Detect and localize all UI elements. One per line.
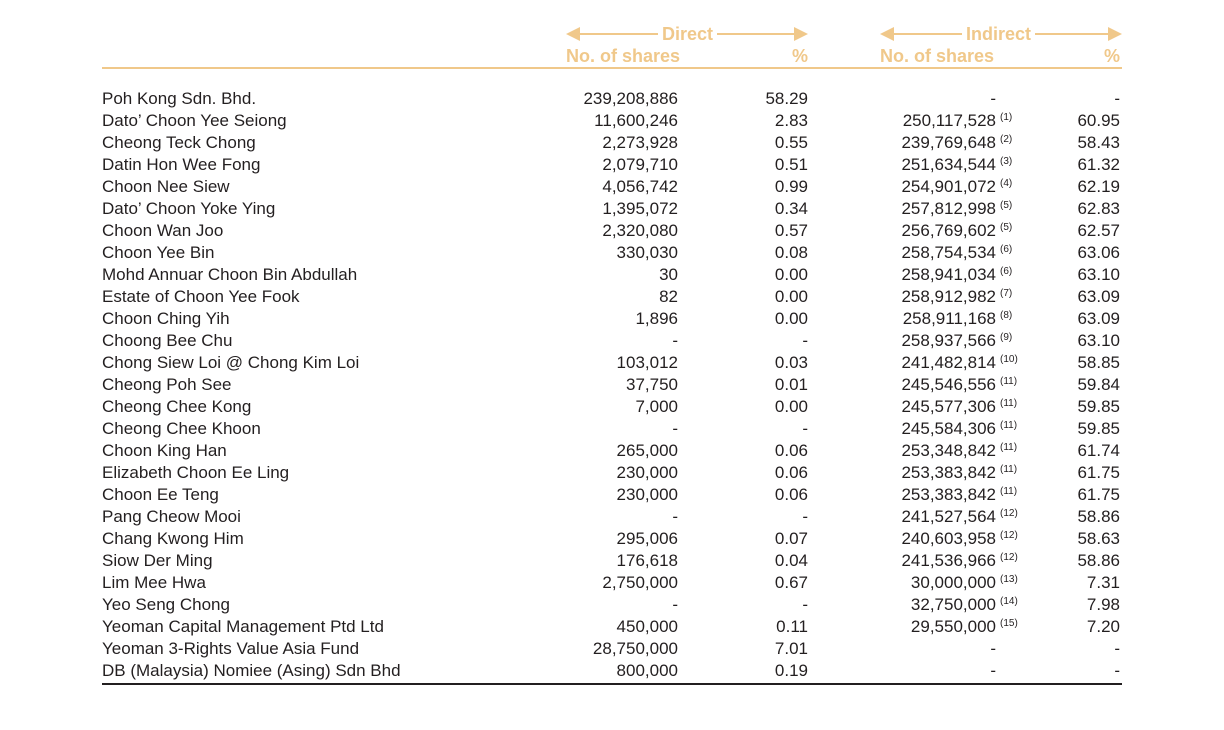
shareholder-name: DB (Malaysia) Nomiee (Asing) Sdn Bhd — [102, 661, 401, 680]
right-arrow-icon — [1108, 27, 1122, 41]
indirect-shares: 30,000,000 — [910, 573, 996, 592]
note-ref: (15) — [1000, 618, 1018, 629]
shareholder-name: Chang Kwong Him — [102, 529, 244, 548]
direct-pct: 0.34 — [774, 199, 808, 218]
shareholder-name: Cheong Teck Chong — [102, 133, 256, 152]
direct-shares: 265,000 — [616, 441, 678, 460]
indirect-pct: 60.95 — [1077, 111, 1120, 130]
indirect-pct: 58.86 — [1077, 551, 1120, 570]
direct-pct: 0.06 — [774, 463, 808, 482]
table-row — [0, 616, 1224, 638]
note-ref: (14) — [1000, 596, 1018, 607]
indirect-pct: 59.84 — [1077, 375, 1120, 394]
table-row — [0, 352, 1224, 374]
note-ref: (13) — [1000, 574, 1018, 585]
direct-shares: 295,006 — [616, 529, 678, 548]
left-arrow-icon — [566, 27, 580, 41]
indirect-group-header — [880, 23, 1122, 45]
indirect-shares: 258,754,534 — [901, 243, 996, 262]
indirect-shares: 253,348,842 — [901, 441, 996, 460]
note-ref: (11) — [1000, 420, 1018, 431]
indirect-shares: 241,482,814 — [901, 353, 996, 372]
direct-shares: 176,618 — [616, 551, 678, 570]
table-body — [0, 88, 1224, 682]
direct-pct: 0.00 — [774, 287, 808, 306]
indirect-pct: 7.31 — [1086, 573, 1120, 592]
table-row — [0, 264, 1224, 286]
table-row — [0, 176, 1224, 198]
shareholder-name: Yeoman Capital Management Ptd Ltd — [102, 617, 384, 636]
indirect-shares: - — [990, 661, 996, 680]
table-row — [0, 88, 1224, 110]
table-row — [0, 638, 1224, 660]
direct-shares: 230,000 — [616, 485, 678, 504]
shareholder-name: Cheong Poh See — [102, 375, 232, 394]
table-row — [0, 484, 1224, 506]
note-ref: (8) — [1000, 310, 1013, 321]
table-row — [0, 242, 1224, 264]
indirect-pct: 63.10 — [1077, 265, 1120, 284]
table-row — [0, 572, 1224, 594]
col-header-direct-shares: No. of shares — [566, 46, 681, 66]
direct-pct: - — [802, 419, 808, 438]
direct-shares: 2,273,928 — [602, 133, 678, 152]
direct-shares: 82 — [659, 287, 678, 306]
note-ref: (7) — [1000, 288, 1013, 299]
indirect-shares: 250,117,528 — [902, 111, 996, 130]
direct-shares: 230,000 — [616, 463, 678, 482]
indirect-pct: 7.20 — [1086, 617, 1120, 636]
col-header-indirect-pct: % — [1103, 46, 1120, 66]
indirect-pct: 59.85 — [1077, 397, 1120, 416]
shareholder-name: Choon Nee Siew — [102, 177, 230, 196]
direct-shares: - — [672, 507, 678, 526]
indirect-pct: 63.09 — [1077, 287, 1120, 306]
note-ref: (10) — [1000, 354, 1018, 365]
shareholder-name: Datin Hon Wee Fong — [102, 155, 261, 174]
direct-pct: 2.83 — [774, 111, 808, 130]
indirect-shares: 257,812,998 — [901, 199, 996, 218]
direct-pct: 0.08 — [774, 243, 808, 262]
direct-label: Direct — [658, 23, 717, 45]
direct-pct: 0.11 — [776, 617, 808, 636]
shareholder-name: Cheong Chee Kong — [102, 397, 252, 416]
direct-shares: 1,896 — [635, 309, 678, 328]
indirect-pct: 61.75 — [1077, 485, 1120, 504]
indirect-pct: - — [1114, 639, 1120, 658]
table-row — [0, 506, 1224, 528]
note-ref: (5) — [1000, 200, 1013, 211]
shareholder-name: Siow Der Ming — [102, 551, 213, 570]
note-ref: (2) — [1000, 134, 1013, 145]
indirect-shares: 241,536,966 — [901, 551, 996, 570]
indirect-pct: 61.75 — [1077, 463, 1120, 482]
indirect-pct: 58.43 — [1077, 133, 1120, 152]
indirect-shares: 240,603,958 — [901, 529, 996, 548]
shareholder-name: Cheong Chee Khoon — [102, 419, 261, 438]
note-ref: (12) — [1000, 530, 1018, 541]
table-row — [0, 418, 1224, 440]
direct-pct: 7.01 — [774, 639, 808, 658]
left-arrow-icon — [880, 27, 894, 41]
direct-pct: 0.57 — [774, 221, 808, 240]
indirect-shares: 253,383,842 — [901, 463, 996, 482]
direct-pct: 0.00 — [774, 309, 808, 328]
direct-shares: 239,208,886 — [583, 89, 678, 108]
shareholder-name: Choon Ching Yih — [102, 309, 230, 328]
direct-pct: 0.04 — [774, 551, 808, 570]
indirect-shares: 245,546,556 — [901, 375, 996, 394]
col-header-indirect-shares: No. of shares — [880, 46, 995, 66]
indirect-shares: 239,769,648 — [901, 133, 996, 152]
direct-shares: 4,056,742 — [602, 177, 678, 196]
shareholder-name: Chong Siew Loi @ Chong Kim Loi — [102, 353, 360, 372]
direct-pct: 0.00 — [774, 397, 808, 416]
direct-shares: 2,320,080 — [602, 221, 678, 240]
direct-shares: 330,030 — [616, 243, 678, 262]
indirect-pct: 58.63 — [1077, 529, 1120, 548]
note-ref: (11) — [1000, 486, 1018, 497]
direct-pct: 0.06 — [774, 485, 808, 504]
indirect-shares: 29,550,000 — [910, 617, 996, 636]
note-ref: (4) — [1000, 178, 1013, 189]
shareholder-name: Elizabeth Choon Ee Ling — [102, 463, 290, 482]
table-row — [0, 220, 1224, 242]
table-row — [0, 660, 1224, 682]
indirect-pct: - — [1114, 661, 1120, 680]
shareholder-name: Choon Yee Bin — [102, 243, 215, 262]
table-row — [0, 330, 1224, 352]
indirect-shares: 254,901,072 — [901, 177, 996, 196]
table-row — [0, 374, 1224, 396]
note-ref: (11) — [1000, 442, 1018, 453]
direct-pct: 0.55 — [774, 133, 808, 152]
direct-pct: - — [802, 507, 808, 526]
note-ref: (6) — [1000, 266, 1013, 277]
table-row — [0, 528, 1224, 550]
direct-shares: 30 — [659, 265, 678, 284]
shareholder-name: Poh Kong Sdn. Bhd. — [102, 89, 257, 108]
direct-shares: 1,395,072 — [602, 199, 678, 218]
direct-pct: 0.99 — [774, 177, 808, 196]
table-row — [0, 132, 1224, 154]
table-row — [0, 308, 1224, 330]
note-ref: (6) — [1000, 244, 1013, 255]
indirect-pct: 62.83 — [1077, 199, 1120, 218]
direct-shares: 7,000 — [635, 397, 678, 416]
header-divider — [102, 67, 1122, 69]
indirect-shares: - — [990, 89, 996, 108]
indirect-pct: 62.19 — [1077, 177, 1120, 196]
direct-shares: - — [672, 595, 678, 614]
shareholder-name: Choon King Han — [102, 441, 227, 460]
direct-pct: 0.03 — [774, 353, 808, 372]
table-row — [0, 110, 1224, 132]
indirect-pct: 58.86 — [1077, 507, 1120, 526]
direct-shares: 37,750 — [626, 375, 678, 394]
indirect-shares: 245,577,306 — [901, 397, 996, 416]
direct-pct: - — [802, 595, 808, 614]
direct-shares: 800,000 — [616, 661, 678, 680]
col-header-direct-pct: % — [791, 46, 808, 66]
shareholder-name: Choon Ee Teng — [102, 485, 219, 504]
indirect-shares: 253,383,842 — [901, 485, 996, 504]
direct-group-header — [566, 23, 808, 45]
direct-shares: 103,012 — [616, 353, 678, 372]
direct-pct: 0.51 — [774, 155, 808, 174]
table-row — [0, 594, 1224, 616]
indirect-shares: - — [990, 639, 996, 658]
direct-pct: 0.67 — [774, 573, 808, 592]
indirect-pct: 63.06 — [1077, 243, 1120, 262]
table-bottom-rule — [102, 683, 1122, 685]
indirect-pct: 7.98 — [1086, 595, 1120, 614]
indirect-pct: - — [1114, 89, 1120, 108]
direct-pct: 0.00 — [774, 265, 808, 284]
indirect-label: Indirect — [962, 23, 1035, 45]
shareholder-name: Dato’ Choon Yee Seiong — [102, 111, 287, 130]
indirect-shares: 258,912,982 — [901, 287, 996, 306]
note-ref: (9) — [1000, 332, 1013, 343]
direct-shares: 28,750,000 — [592, 639, 678, 658]
indirect-shares: 256,769,602 — [901, 221, 996, 240]
direct-shares: - — [672, 331, 678, 350]
table-row — [0, 154, 1224, 176]
indirect-shares: 258,911,168 — [902, 309, 996, 328]
direct-pct: - — [802, 331, 808, 350]
indirect-shares: 251,634,544 — [901, 155, 996, 174]
direct-shares: 2,079,710 — [602, 155, 678, 174]
note-ref: (12) — [1000, 552, 1018, 563]
direct-shares: - — [672, 419, 678, 438]
note-ref: (11) — [1000, 376, 1018, 387]
indirect-shares: 258,941,034 — [901, 265, 996, 284]
note-ref: (12) — [1000, 508, 1018, 519]
shareholder-name: Mohd Annuar Choon Bin Abdullah — [102, 265, 358, 284]
shareholder-name: Estate of Choon Yee Fook — [102, 287, 300, 306]
shareholder-name: Dato’ Choon Yoke Ying — [102, 199, 276, 218]
indirect-shares: 32,750,000 — [910, 595, 996, 614]
note-ref: (5) — [1000, 222, 1013, 233]
shareholder-name: Pang Cheow Mooi — [102, 507, 241, 526]
indirect-shares: 258,937,566 — [901, 331, 996, 350]
note-ref: (1) — [1000, 112, 1013, 123]
indirect-pct: 59.85 — [1077, 419, 1120, 438]
shareholder-name: Choon Wan Joo — [102, 221, 224, 240]
direct-pct: 0.06 — [774, 441, 808, 460]
indirect-shares: 241,527,564 — [901, 507, 996, 526]
indirect-pct: 58.85 — [1077, 353, 1120, 372]
table-row — [0, 286, 1224, 308]
direct-shares: 450,000 — [616, 617, 678, 636]
shareholder-name: Yeoman 3-Rights Value Asia Fund — [102, 639, 360, 658]
indirect-pct: 62.57 — [1077, 221, 1120, 240]
table-row — [0, 198, 1224, 220]
indirect-pct: 61.74 — [1077, 441, 1120, 460]
indirect-pct: 63.09 — [1077, 309, 1120, 328]
indirect-pct: 61.32 — [1077, 155, 1120, 174]
direct-pct: 58.29 — [765, 89, 808, 108]
direct-shares: 2,750,000 — [602, 573, 678, 592]
direct-shares: 11,600,246 — [594, 111, 678, 130]
right-arrow-icon — [794, 27, 808, 41]
table-row — [0, 440, 1224, 462]
indirect-pct: 63.10 — [1077, 331, 1120, 350]
table-row — [0, 550, 1224, 572]
shareholder-name: Lim Mee Hwa — [102, 573, 206, 592]
note-ref: (3) — [1000, 156, 1013, 167]
note-ref: (11) — [1000, 464, 1018, 475]
indirect-shares: 245,584,306 — [901, 419, 996, 438]
table-row — [0, 396, 1224, 418]
table-row — [0, 462, 1224, 484]
note-ref: (11) — [1000, 398, 1018, 409]
shareholder-name: Yeo Seng Chong — [102, 595, 230, 614]
direct-pct: 0.07 — [774, 529, 808, 548]
direct-pct: 0.01 — [774, 375, 808, 394]
shareholder-name: Choong Bee Chu — [102, 331, 233, 350]
direct-pct: 0.19 — [774, 661, 808, 680]
